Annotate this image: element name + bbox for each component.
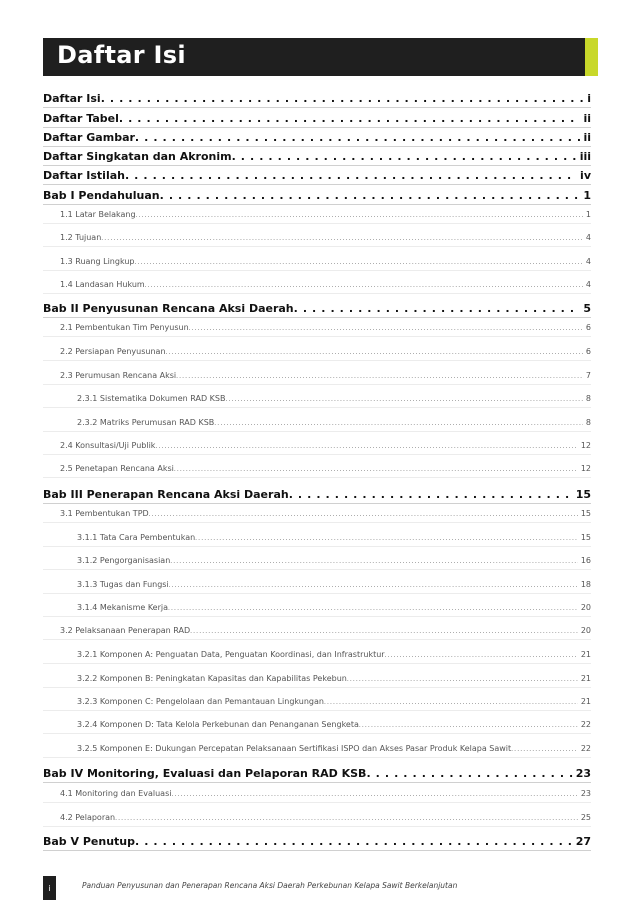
toc-entry[interactable] [43,323,591,332]
toc-entry-title: 3.2 Pelaksanaan Penerapan RAD [60,626,191,635]
toc-entry-title: 2.3.2 Matriks Perumusan RAD KSB [77,418,215,427]
toc-entry-page: 4 [585,257,591,266]
toc-divider [43,503,591,504]
toc-dot-leader [119,112,581,125]
toc-entry[interactable] [43,509,591,518]
toc-dot-leader [136,210,583,219]
toc-dot-leader [174,464,578,473]
toc-entry-page: 21 [580,674,591,683]
toc-dot-leader [385,650,578,659]
toc-dot-leader [125,169,577,182]
toc-dot-leader [190,626,578,635]
toc-entry[interactable] [43,767,591,780]
toc-entry-title: 3.1.2 Pengorganisasian [77,556,171,565]
toc-divider [43,223,591,224]
toc-divider [43,850,591,851]
toc-dot-leader [225,394,582,403]
toc-dot-leader [289,488,573,501]
toc-divider [43,146,591,147]
toc-entry-title: 1.1 Latar Belakang [60,210,136,219]
toc-entry-title: Bab III Penerapan Rencana Aksi Daerah [43,488,289,501]
toc-divider [43,733,591,734]
toc-entry-title: 2.3.1 Sistematika Dokumen RAD KSB [77,394,226,403]
toc-divider [43,204,591,205]
toc-divider [43,293,591,294]
toc-dot-leader [170,556,578,565]
toc-entry[interactable] [43,441,591,450]
toc-entry[interactable] [43,257,591,266]
toc-entry[interactable] [43,280,591,289]
toc-dot-leader [214,418,583,427]
toc-entry-page: 21 [580,650,591,659]
toc-dot-leader [232,150,577,163]
toc-entry[interactable] [43,580,591,589]
toc-entry-title: 2.1 Pembentukan Tim Penyusun [60,323,189,332]
toc-dot-leader [176,371,583,380]
toc-dot-leader [171,789,577,798]
toc-entry-page: 4 [585,233,591,242]
toc-dot-leader [366,767,572,780]
toc-divider [43,757,591,758]
toc-entry-title: 3.2.2 Komponen B: Peningkatan Kapasitas dan Kapabilitas Pekebun [77,674,347,683]
toc-entry-title: Daftar Tabel [43,112,119,125]
toc-entry-page: 7 [585,371,591,380]
toc-entry-page: 18 [580,580,591,589]
toc-entry-title: 4.2 Pelaporan [60,813,116,822]
toc-entry-title: 1.3 Ruang Lingkup [60,257,135,266]
toc-entry-title: Daftar Isi [43,92,101,105]
toc-entry[interactable] [43,418,591,427]
toc-divider [43,384,591,385]
toc-entry-title: 3.2.4 Komponen D: Tata Kelola Perkebunan dan Penanganan Sengketa [77,720,359,729]
toc-dot-leader [166,347,583,356]
toc-entry-page: 6 [585,347,591,356]
toc-entry[interactable] [43,347,591,356]
toc-dot-leader [359,720,578,729]
toc-entry[interactable] [43,302,591,315]
toc-divider [43,710,591,711]
toc-entry[interactable] [43,371,591,380]
toc-divider [43,616,591,617]
toc-entry[interactable] [43,131,591,144]
toc-divider [43,522,591,523]
toc-divider [43,127,591,128]
toc-entry[interactable] [43,603,591,612]
toc-divider [43,802,591,803]
page-number-badge [43,876,56,900]
toc-divider [43,270,591,271]
toc-entry-page: 21 [580,697,591,706]
toc-entry[interactable] [43,533,591,542]
toc-entry[interactable] [43,789,591,798]
toc-dot-leader [189,323,583,332]
toc-entry[interactable] [43,835,591,848]
toc-entry-page: 1 [583,189,591,202]
toc-divider [43,407,591,408]
toc-entry[interactable] [43,720,591,729]
page-title: Daftar Isi [57,41,186,69]
toc-divider [43,246,591,247]
toc-entry-title: Daftar Gambar [43,131,135,144]
toc-entry-page: 25 [580,813,591,822]
toc-entry-page: 22 [580,720,591,729]
toc-entry[interactable] [43,813,591,822]
toc-dot-leader [195,533,578,542]
toc-dot-leader [324,697,578,706]
toc-entry-title: 3.1.4 Mekanisme Kerja [77,603,169,612]
toc-entry-title: 3.1 Pembentukan TPD [60,509,149,518]
toc-divider [43,782,591,783]
toc-dot-leader [294,302,581,315]
toc-entry[interactable] [43,697,591,706]
toc-entry-title: 2.5 Penetapan Rencana Aksi [60,464,174,473]
toc-entry[interactable] [43,488,591,501]
toc-entry-page: 22 [580,744,591,753]
toc-dot-leader [115,813,578,822]
toc-entry[interactable] [43,150,591,163]
toc-dot-leader [155,441,577,450]
toc-entry-page: 1 [585,210,591,219]
toc-entry-title: Daftar Singkatan dan Akronim [43,150,232,163]
toc-dot-leader [101,92,585,105]
toc-divider [43,184,591,185]
toc-dot-leader [135,257,583,266]
toc-dot-leader [101,233,583,242]
toc-entry-page: 15 [580,509,591,518]
page-number: i [48,883,51,893]
toc-entry-page: 12 [580,464,591,473]
toc-entry-page: iii [579,150,591,163]
toc-entry-page: ii [583,131,591,144]
toc-entry-page: 23 [580,789,591,798]
toc-divider [43,454,591,455]
toc-divider [43,593,591,594]
toc-dot-leader [160,189,581,202]
toc-entry[interactable] [43,169,591,182]
toc-entry[interactable] [43,210,591,219]
toc-dot-leader [145,280,583,289]
toc-dot-leader [347,674,578,683]
toc-dot-leader [511,744,578,753]
toc-entry-title: Bab IV Monitoring, Evaluasi dan Pelaporan RAD KSB [43,767,367,780]
toc-divider [43,107,591,108]
toc-entry-page: 8 [585,418,591,427]
toc-dot-leader [169,580,578,589]
toc-dot-leader [168,603,578,612]
toc-entry[interactable] [43,556,591,565]
toc-divider [43,569,591,570]
toc-entry-title: Bab I Pendahuluan [43,189,160,202]
toc-entry-page: 12 [580,441,591,450]
toc-entry[interactable] [43,744,591,753]
toc-entry-page: i [587,92,591,105]
toc-entry-page: 27 [575,835,591,848]
toc-entry-title: 2.2 Persiapan Penyusunan [60,347,166,356]
toc-divider [43,663,591,664]
toc-divider [43,336,591,337]
toc-entry-title: 3.2.5 Komponen E: Dukungan Percepatan Pelaksanaan Sertifikasi ISPO dan Akses Pasar Produk Kelapa Sawit [77,744,512,753]
toc-entry-page: iv [580,169,591,182]
toc-entry-page: 15 [580,533,591,542]
toc-dot-leader [135,131,581,144]
toc-divider [43,546,591,547]
toc-entry[interactable] [43,650,591,659]
toc-entry[interactable] [43,626,591,635]
toc-divider [43,687,591,688]
toc-entry[interactable] [43,464,591,473]
page-header [43,38,598,76]
toc-entry-title: 3.2.1 Komponen A: Penguatan Data, Penguatan Koordinasi, dan Infrastruktur [77,650,385,659]
toc-entry[interactable] [43,674,591,683]
toc-entry-page: 20 [580,626,591,635]
toc-entry-page: 16 [580,556,591,565]
toc-divider [43,477,591,478]
header-accent-stripe [585,38,598,76]
toc-dot-leader [149,509,578,518]
toc-entry-title: 2.3 Perumusan Rencana Aksi [60,371,177,380]
toc-entry-page: 20 [580,603,591,612]
toc-entry-title: 3.1.1 Tata Cara Pembentukan [77,533,196,542]
toc-entry-title: 4.1 Monitoring dan Evaluasi [60,789,172,798]
toc-entry[interactable] [43,394,591,403]
toc-divider [43,317,591,318]
toc-entry-page: 8 [585,394,591,403]
toc-divider [43,360,591,361]
toc-divider [43,639,591,640]
toc-divider [43,165,591,166]
toc-entry-title: Bab V Penutup [43,835,136,848]
toc-entry-page: 6 [585,323,591,332]
toc-entry-page: 23 [575,767,591,780]
toc-entry-page: 5 [583,302,591,315]
toc-divider [43,826,591,827]
toc-entry[interactable] [43,233,591,242]
toc-entry-title: 1.4 Landasan Hukum [60,280,145,289]
toc-entry[interactable] [43,189,591,202]
toc-entry-title: 3.1.3 Tugas dan Fungsi [77,580,169,589]
toc-entry-page: 15 [575,488,591,501]
toc-entry[interactable] [43,112,591,125]
toc-entry-title: 1.2 Tujuan [60,233,102,242]
toc-entry[interactable] [43,92,591,105]
toc-dot-leader [135,835,573,848]
toc-entry-title: 2.4 Konsultasi/Uji Publik [60,441,156,450]
toc-entry-page: 4 [585,280,591,289]
toc-entry-page: ii [583,112,591,125]
toc-divider [43,431,591,432]
toc-entry-title: 3.2.3 Komponen C: Pengelolaan dan Pemantauan Lingkungan [77,697,324,706]
toc-entry-title: Daftar Istilah [43,169,125,182]
footer-document-title: Panduan Penyusunan dan Penerapan Rencana Aksi Daerah Perkebunan Kelapa Sawit Berkelanjutan [82,881,458,890]
toc-entry-title: Bab II Penyusunan Rencana Aksi Daerah [43,302,294,315]
